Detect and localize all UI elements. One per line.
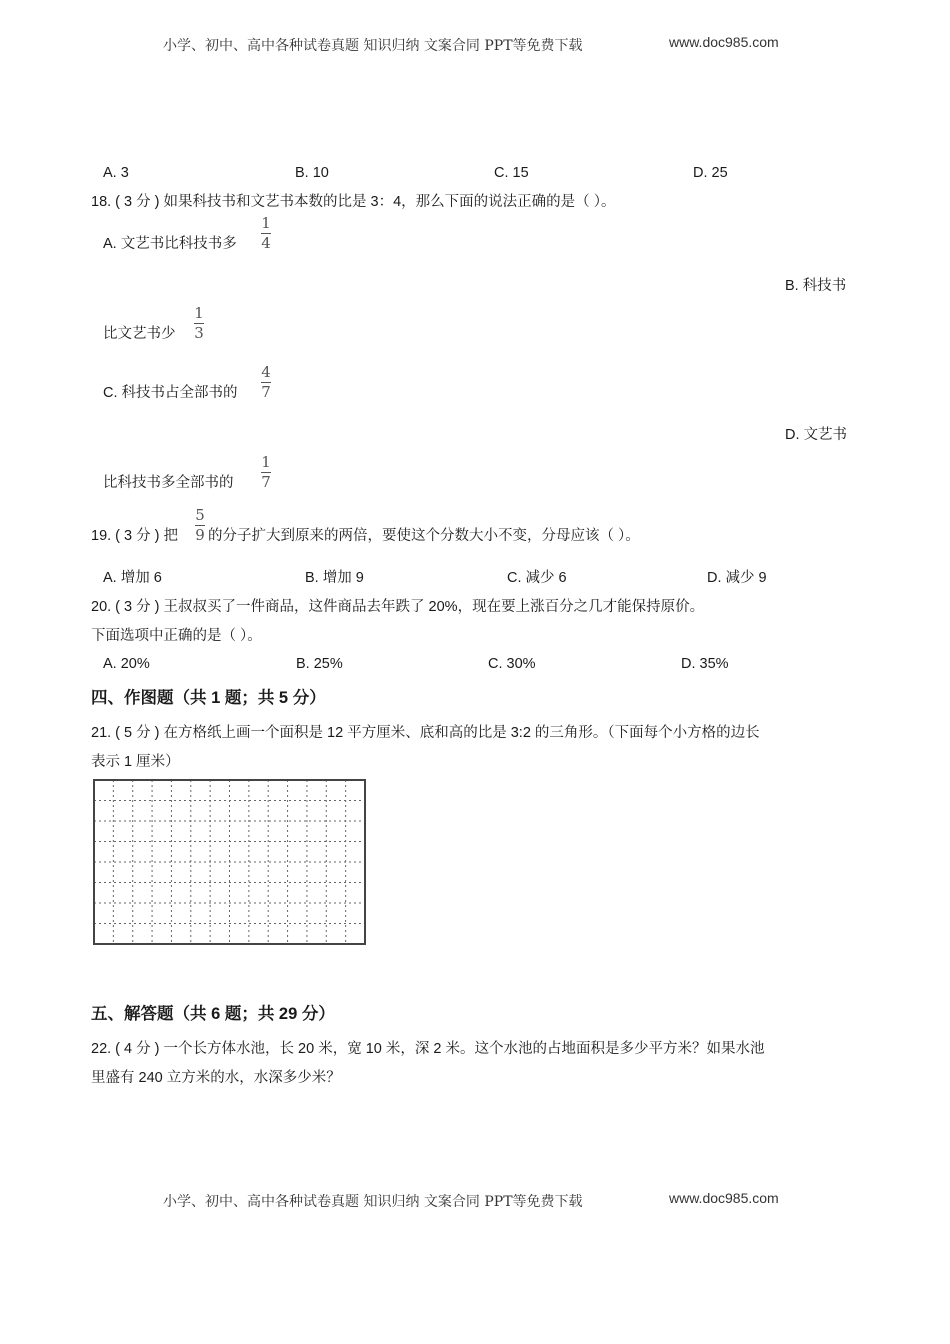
q21-stem-line1: 21. ( 5 分 ) 在方格纸上画一个面积是 12 平方厘米、底和高的比是 3:2 的三角形。（下面每个小方格的边长 [91, 725, 760, 741]
q17-option-a: A. 3 [103, 165, 129, 181]
fraction-denominator: 7 [261, 473, 271, 491]
q20-stem-line1: 20. ( 3 分 ) 王叔叔买了一件商品，这件商品去年跌了 20%，现在要上涨百分之几才能保持原价。 [91, 599, 705, 615]
q19-stem-prefix: 19. ( 3 分 ) 把 [91, 528, 179, 544]
section-4-heading: 四、作图题（共 1 题；共 5 分） [91, 689, 326, 707]
q18-option-d-text: 比科技书多全部书的 [103, 475, 234, 491]
q18-option-c-fraction [261, 365, 271, 400]
q18-option-a-fraction [261, 216, 271, 251]
fraction-denominator: 3 [194, 324, 204, 342]
q19-fraction [195, 508, 205, 543]
q18-option-b-label: B. 科技书 [785, 278, 847, 294]
q20-stem-line2: 下面选项中正确的是（ ）。 [91, 628, 262, 644]
q20-option-c: C. 30% [488, 656, 536, 672]
fraction-denominator: 7 [261, 383, 271, 401]
q18-option-b-fraction [194, 306, 204, 341]
q19-stem-suffix: 的分子扩大到原来的两倍，要使这个分数大小不变，分母应该（ ）。 [208, 528, 640, 544]
fraction-numerator: 1 [261, 453, 271, 471]
q18-stem: 18. ( 3 分 ) 如果科技书和文艺书本数的比是 3：4，那么下面的说法正确的是（ ）。 [91, 194, 616, 210]
fraction-numerator: 5 [195, 506, 205, 524]
q20-option-b: B. 25% [296, 656, 343, 672]
q18-option-c: C. 科技书占全部书的 [103, 385, 238, 401]
q17-option-b: B. 10 [295, 165, 329, 181]
footer-text: 小学、初中、高中各种试卷真题 知识归纳 文案合同 PPT等免费下载 [163, 1194, 583, 1210]
q18-option-d-fraction [261, 455, 271, 490]
q18-option-b-text: 比文艺书少 [103, 326, 176, 342]
grid-paper [93, 779, 367, 947]
fraction-denominator: 4 [261, 234, 271, 252]
q17-option-d: D. 25 [693, 165, 728, 181]
q18-option-a: A. 文艺书比科技书多 [103, 236, 237, 252]
q22-stem-line1: 22. ( 4 分 ) 一个长方体水池，长 20 米，宽 10 米，深 2 米。这个水池的占地面积是多少平方米？如果水池 [91, 1041, 765, 1057]
q22-stem-line2: 里盛有 240 立方米的水，水深多少米？ [91, 1070, 341, 1086]
q21-stem-line2: 表示 1 厘米） [91, 754, 180, 770]
q19-option-a: A. 增加 6 [103, 570, 162, 586]
header-url[interactable]: www.doc985.com [669, 34, 779, 50]
q20-option-d: D. 35% [681, 656, 729, 672]
header-text: 小学、初中、高中各种试卷真题 知识归纳 文案合同 PPT等免费下载 [163, 38, 583, 54]
fraction-numerator: 1 [194, 304, 204, 322]
fraction-numerator: 4 [261, 363, 271, 381]
q18-option-d-label: D. 文艺书 [785, 427, 848, 443]
q17-option-c: C. 15 [494, 165, 529, 181]
fraction-numerator: 1 [261, 214, 271, 232]
q20-option-a: A. 20% [103, 656, 150, 672]
q19-option-b: B. 增加 9 [305, 570, 364, 586]
q19-option-c: C. 减少 6 [507, 570, 567, 586]
footer-url[interactable]: www.doc985.com [669, 1190, 779, 1206]
q19-option-d: D. 减少 9 [707, 570, 767, 586]
fraction-denominator: 9 [195, 526, 205, 544]
section-5-heading: 五、解答题（共 6 题；共 29 分） [91, 1005, 335, 1023]
